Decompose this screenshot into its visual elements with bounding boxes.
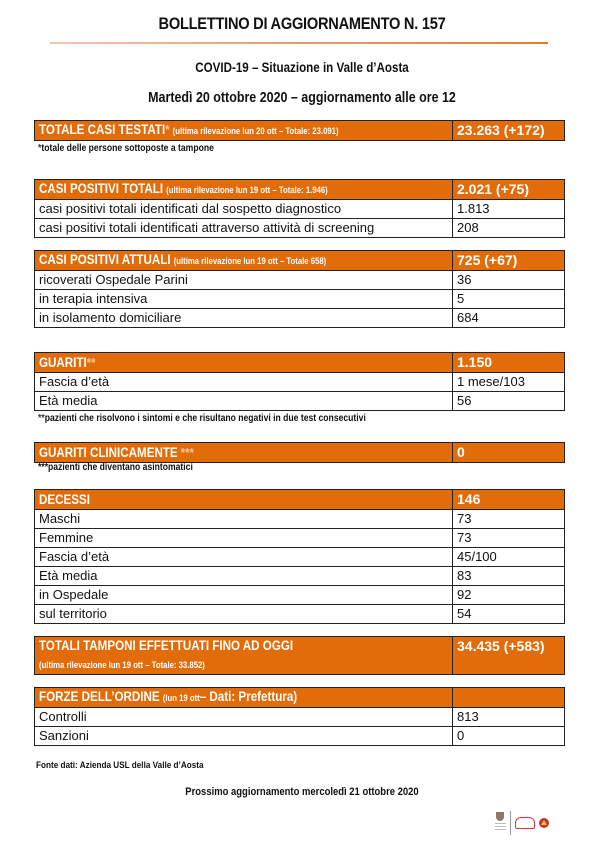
row-label: sul territorio xyxy=(35,605,453,624)
table-decessi xyxy=(34,489,565,624)
table-row xyxy=(35,373,565,392)
header-label-cell xyxy=(35,490,453,510)
footnote-guariti-clinicamente xyxy=(38,462,193,473)
table-guariti xyxy=(34,352,565,411)
table-row xyxy=(35,567,565,586)
table-row xyxy=(35,605,565,624)
table-header-row xyxy=(35,353,565,373)
table-row xyxy=(35,309,565,328)
header-label-cell xyxy=(35,688,453,708)
row-label: Femmine xyxy=(35,529,453,548)
row-label: casi positivi totali identificati dal sospetto diagnostico xyxy=(35,200,453,219)
section-value: 725 (+67) xyxy=(457,252,518,268)
table-header-row xyxy=(35,121,565,141)
section-note: (ultima rilevazione lun 19 ott – Totale: 33.852) xyxy=(39,660,205,670)
header-label-cell xyxy=(35,353,453,373)
logo-divider xyxy=(510,811,511,835)
footnote-mark: *** xyxy=(38,462,49,473)
row-value: 1 mese/103 xyxy=(453,373,565,392)
asterisk-mark: *** xyxy=(180,444,194,460)
row-value: 684 xyxy=(453,309,565,328)
table-row xyxy=(35,510,565,529)
header-value-cell xyxy=(453,121,565,141)
section-title: TOTALE CASI TESTATI xyxy=(39,122,166,137)
usl-logo-icon xyxy=(515,817,535,829)
section-title: CASI POSITIVI ATTUALI xyxy=(39,252,171,267)
table-totale-casi-testati xyxy=(34,120,565,141)
table-row xyxy=(35,708,565,727)
row-label: in Ospedale xyxy=(35,586,453,605)
row-value: 0 xyxy=(453,727,565,746)
header-value-cell xyxy=(453,353,565,373)
row-label: Fascia d’età xyxy=(35,548,453,567)
row-label: casi positivi totali identificati attraverso attività di screening xyxy=(35,219,453,238)
table-row xyxy=(35,200,565,219)
section-title: TOTALI TAMPONI EFFETTUATI FINO AD OGGI xyxy=(39,638,294,653)
row-value: 45/100 xyxy=(453,548,565,567)
row-label: Età media xyxy=(35,392,453,411)
row-label: in terapia intensiva xyxy=(35,290,453,309)
header-label-cell xyxy=(35,637,453,675)
bulletin-title: BOLLETTINO DI AGGIORNAMENTO N. 157 xyxy=(158,14,446,33)
header-value-cell xyxy=(453,688,565,708)
next-update: Prossimo aggiornamento mercoledì 21 ottobre 2020 xyxy=(185,786,419,798)
header-value-cell xyxy=(453,180,565,200)
table-row xyxy=(35,529,565,548)
section-title: FORZE DELL’ORDINE xyxy=(39,689,160,704)
row-value: 56 xyxy=(453,392,565,411)
row-value: 73 xyxy=(453,529,565,548)
title-divider xyxy=(50,42,548,44)
section-title: DECESSI xyxy=(39,491,90,507)
section-note-date: (lun 19 ott xyxy=(162,693,200,703)
row-label: Maschi xyxy=(35,510,453,529)
table-guariti-clinicamente xyxy=(34,442,565,463)
table-header-row xyxy=(35,251,565,271)
table-casi-positivi-totali xyxy=(34,179,565,238)
row-value: 54 xyxy=(453,605,565,624)
section-title: GUARITI CLINICAMENTE xyxy=(39,444,178,460)
row-value: 813 xyxy=(453,708,565,727)
header-label-cell xyxy=(35,180,453,200)
header-label-cell xyxy=(35,251,453,271)
row-value: 5 xyxy=(453,290,565,309)
asterisk-mark: * xyxy=(165,122,170,137)
header-label-cell xyxy=(35,443,453,463)
table-row xyxy=(35,290,565,309)
footnote-text: pazienti che diventano asintomatici xyxy=(48,462,193,473)
bulletin-subtitle: COVID-19 – Situazione in Valle d’Aosta xyxy=(195,60,409,75)
row-label: in isolamento domiciliare xyxy=(35,309,453,328)
bulletin-date: Martedì 20 ottobre 2020 – aggiornamento alle ore 12 xyxy=(148,90,456,106)
section-title: CASI POSITIVI TOTALI xyxy=(39,181,164,196)
footnote-mark: ** xyxy=(38,413,45,424)
section-note: (ultima rilevazione lun 19 ott – Totale: 1.946) xyxy=(166,185,328,195)
section-value: 146 xyxy=(457,491,481,507)
row-label: ricoverati Ospedale Parini xyxy=(35,271,453,290)
footnote-casi-testati xyxy=(38,143,214,154)
header-value-cell xyxy=(453,490,565,510)
institution-logos xyxy=(494,810,558,836)
row-value: 208 xyxy=(453,219,565,238)
table-row xyxy=(35,219,565,238)
region-coat-of-arms-icon xyxy=(494,812,506,834)
row-label: Controlli xyxy=(35,708,453,727)
row-value: 92 xyxy=(453,586,565,605)
header-value-cell xyxy=(453,251,565,271)
table-row xyxy=(35,548,565,567)
row-value: 36 xyxy=(453,271,565,290)
section-value: 1.150 xyxy=(457,354,493,370)
table-header-row xyxy=(35,637,565,675)
table-header-row xyxy=(35,688,565,708)
header-label-cell xyxy=(35,121,453,141)
row-value: 1.813 xyxy=(453,200,565,219)
data-source: Fonte dati: Azienda USL della Valle d’Aosta xyxy=(36,760,204,771)
section-value: 0 xyxy=(457,444,465,460)
footnote-guariti xyxy=(38,413,366,424)
section-value: 34.435 (+583) xyxy=(457,638,545,654)
footnote-mark: * xyxy=(38,143,42,154)
row-value: 73 xyxy=(453,510,565,529)
table-row xyxy=(35,586,565,605)
table-casi-positivi-attuali xyxy=(34,250,565,328)
civil-protection-icon xyxy=(539,818,549,828)
table-row xyxy=(35,727,565,746)
section-title: GUARITI xyxy=(39,354,87,370)
section-value: 2.021 (+75) xyxy=(457,181,529,197)
table-header-row xyxy=(35,443,565,463)
section-note: (ultima rilevazione lun 19 ott – Totale 658) xyxy=(173,256,327,266)
section-note: (ultima rilevazione lun 20 ott – Totale: 23.091) xyxy=(172,126,339,136)
table-forze-ordine xyxy=(34,687,565,746)
row-value: 83 xyxy=(453,567,565,586)
row-label: Sanzioni xyxy=(35,727,453,746)
row-label: Fascia d’età xyxy=(35,373,453,392)
table-row xyxy=(35,392,565,411)
table-totali-tamponi xyxy=(34,636,565,675)
table-row xyxy=(35,271,565,290)
footnote-text: pazienti che risolvono i sintomi e che risultano negativi in due test consecutivi xyxy=(44,413,366,424)
header-value-cell xyxy=(453,637,565,675)
header-value-cell xyxy=(453,443,565,463)
footnote-text: totale delle persone sottoposte a tampone xyxy=(41,143,214,154)
row-label: Età media xyxy=(35,567,453,586)
table-header-row xyxy=(35,490,565,510)
asterisk-mark: ** xyxy=(86,354,96,370)
section-note-source: – Dati: Prefettura) xyxy=(199,689,298,704)
table-header-row xyxy=(35,180,565,200)
section-value: 23.263 (+172) xyxy=(457,122,545,138)
